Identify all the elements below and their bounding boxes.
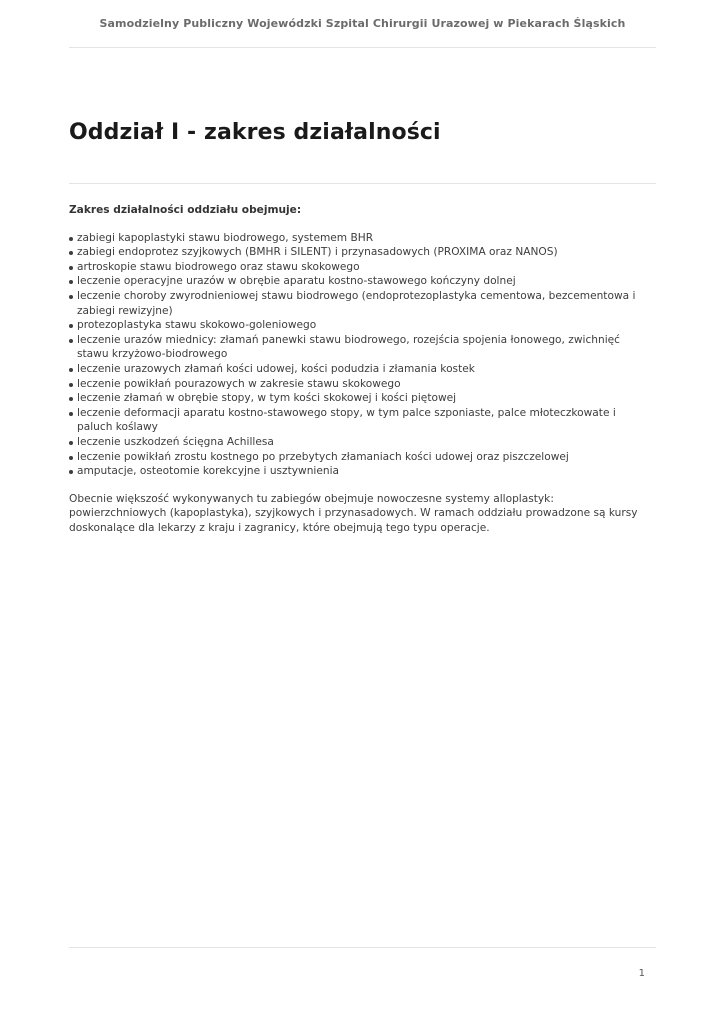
page-number: 1 bbox=[638, 968, 645, 979]
list-item: leczenie urazowych złamań kości udowej, kości podudzia i złamania kostek bbox=[69, 362, 639, 377]
list-item: leczenie uszkodzeń ścięgna Achillesa bbox=[69, 435, 639, 450]
list-item: leczenie powikłań pourazowych w zakresie stawu skokowego bbox=[69, 377, 639, 392]
scope-list bbox=[69, 231, 639, 479]
list-item: protezoplastyka stawu skokowo-goleniowego bbox=[69, 318, 639, 333]
page-title: Oddział I - zakres działalności bbox=[69, 120, 441, 145]
footer-divider bbox=[69, 947, 656, 948]
header-divider bbox=[69, 47, 656, 48]
title-divider bbox=[69, 183, 656, 184]
list-item: leczenie operacyjne urazów w obrębie aparatu kostno-stawowego kończyny dolnej bbox=[69, 274, 639, 289]
list-item: leczenie złamań w obrębie stopy, w tym kości skokowej i kości piętowej bbox=[69, 391, 639, 406]
list-item: zabiegi kapoplastyki stawu biodrowego, systemem BHR bbox=[69, 231, 639, 246]
list-item: artroskopie stawu biodrowego oraz stawu skokowego bbox=[69, 260, 639, 275]
main-content bbox=[69, 203, 639, 535]
closing-paragraph: Obecnie większość wykonywanych tu zabiegów obejmuje nowoczesne systemy alloplastyk: powierzchniowych (kapoplastyka), szyjkowych i przynasadowych. W ramach oddziału prowadzone są kursy doskonalące dla lekarzy z kraju i zagranicy, które obejmują tego typu operacje. bbox=[69, 492, 638, 534]
page-header-institution: Samodzielny Publiczny Wojewódzki Szpital Chirurgii Urazowej w Piekarach Śląskich bbox=[99, 17, 626, 30]
list-item: leczenie choroby zwyrodnieniowej stawu biodrowego (endoprotezoplastyka cementowa, bezcementowa i zabiegi rewizyjne) bbox=[69, 289, 639, 318]
list-item: leczenie powikłań zrostu kostnego po przebytych złamaniach kości udowej oraz piszczelowej bbox=[69, 450, 639, 465]
list-item: leczenie urazów miednicy: złamań panewki stawu biodrowego, rozejścia spojenia łonowego, zwichnięć stawu krzyżowo-biodrowego bbox=[69, 333, 639, 362]
list-item: amputacje, osteotomie korekcyjne i usztywnienia bbox=[69, 464, 639, 479]
section-heading: Zakres działalności oddziału obejmuje: bbox=[69, 204, 302, 216]
list-item: leczenie deformacji aparatu kostno-stawowego stopy, w tym palce szponiaste, palce młoteczkowate i paluch koślawy bbox=[69, 406, 639, 435]
list-item: zabiegi endoprotez szyjkowych (BMHR i SILENT) i przynasadowych (PROXIMA oraz NANOS) bbox=[69, 245, 639, 260]
